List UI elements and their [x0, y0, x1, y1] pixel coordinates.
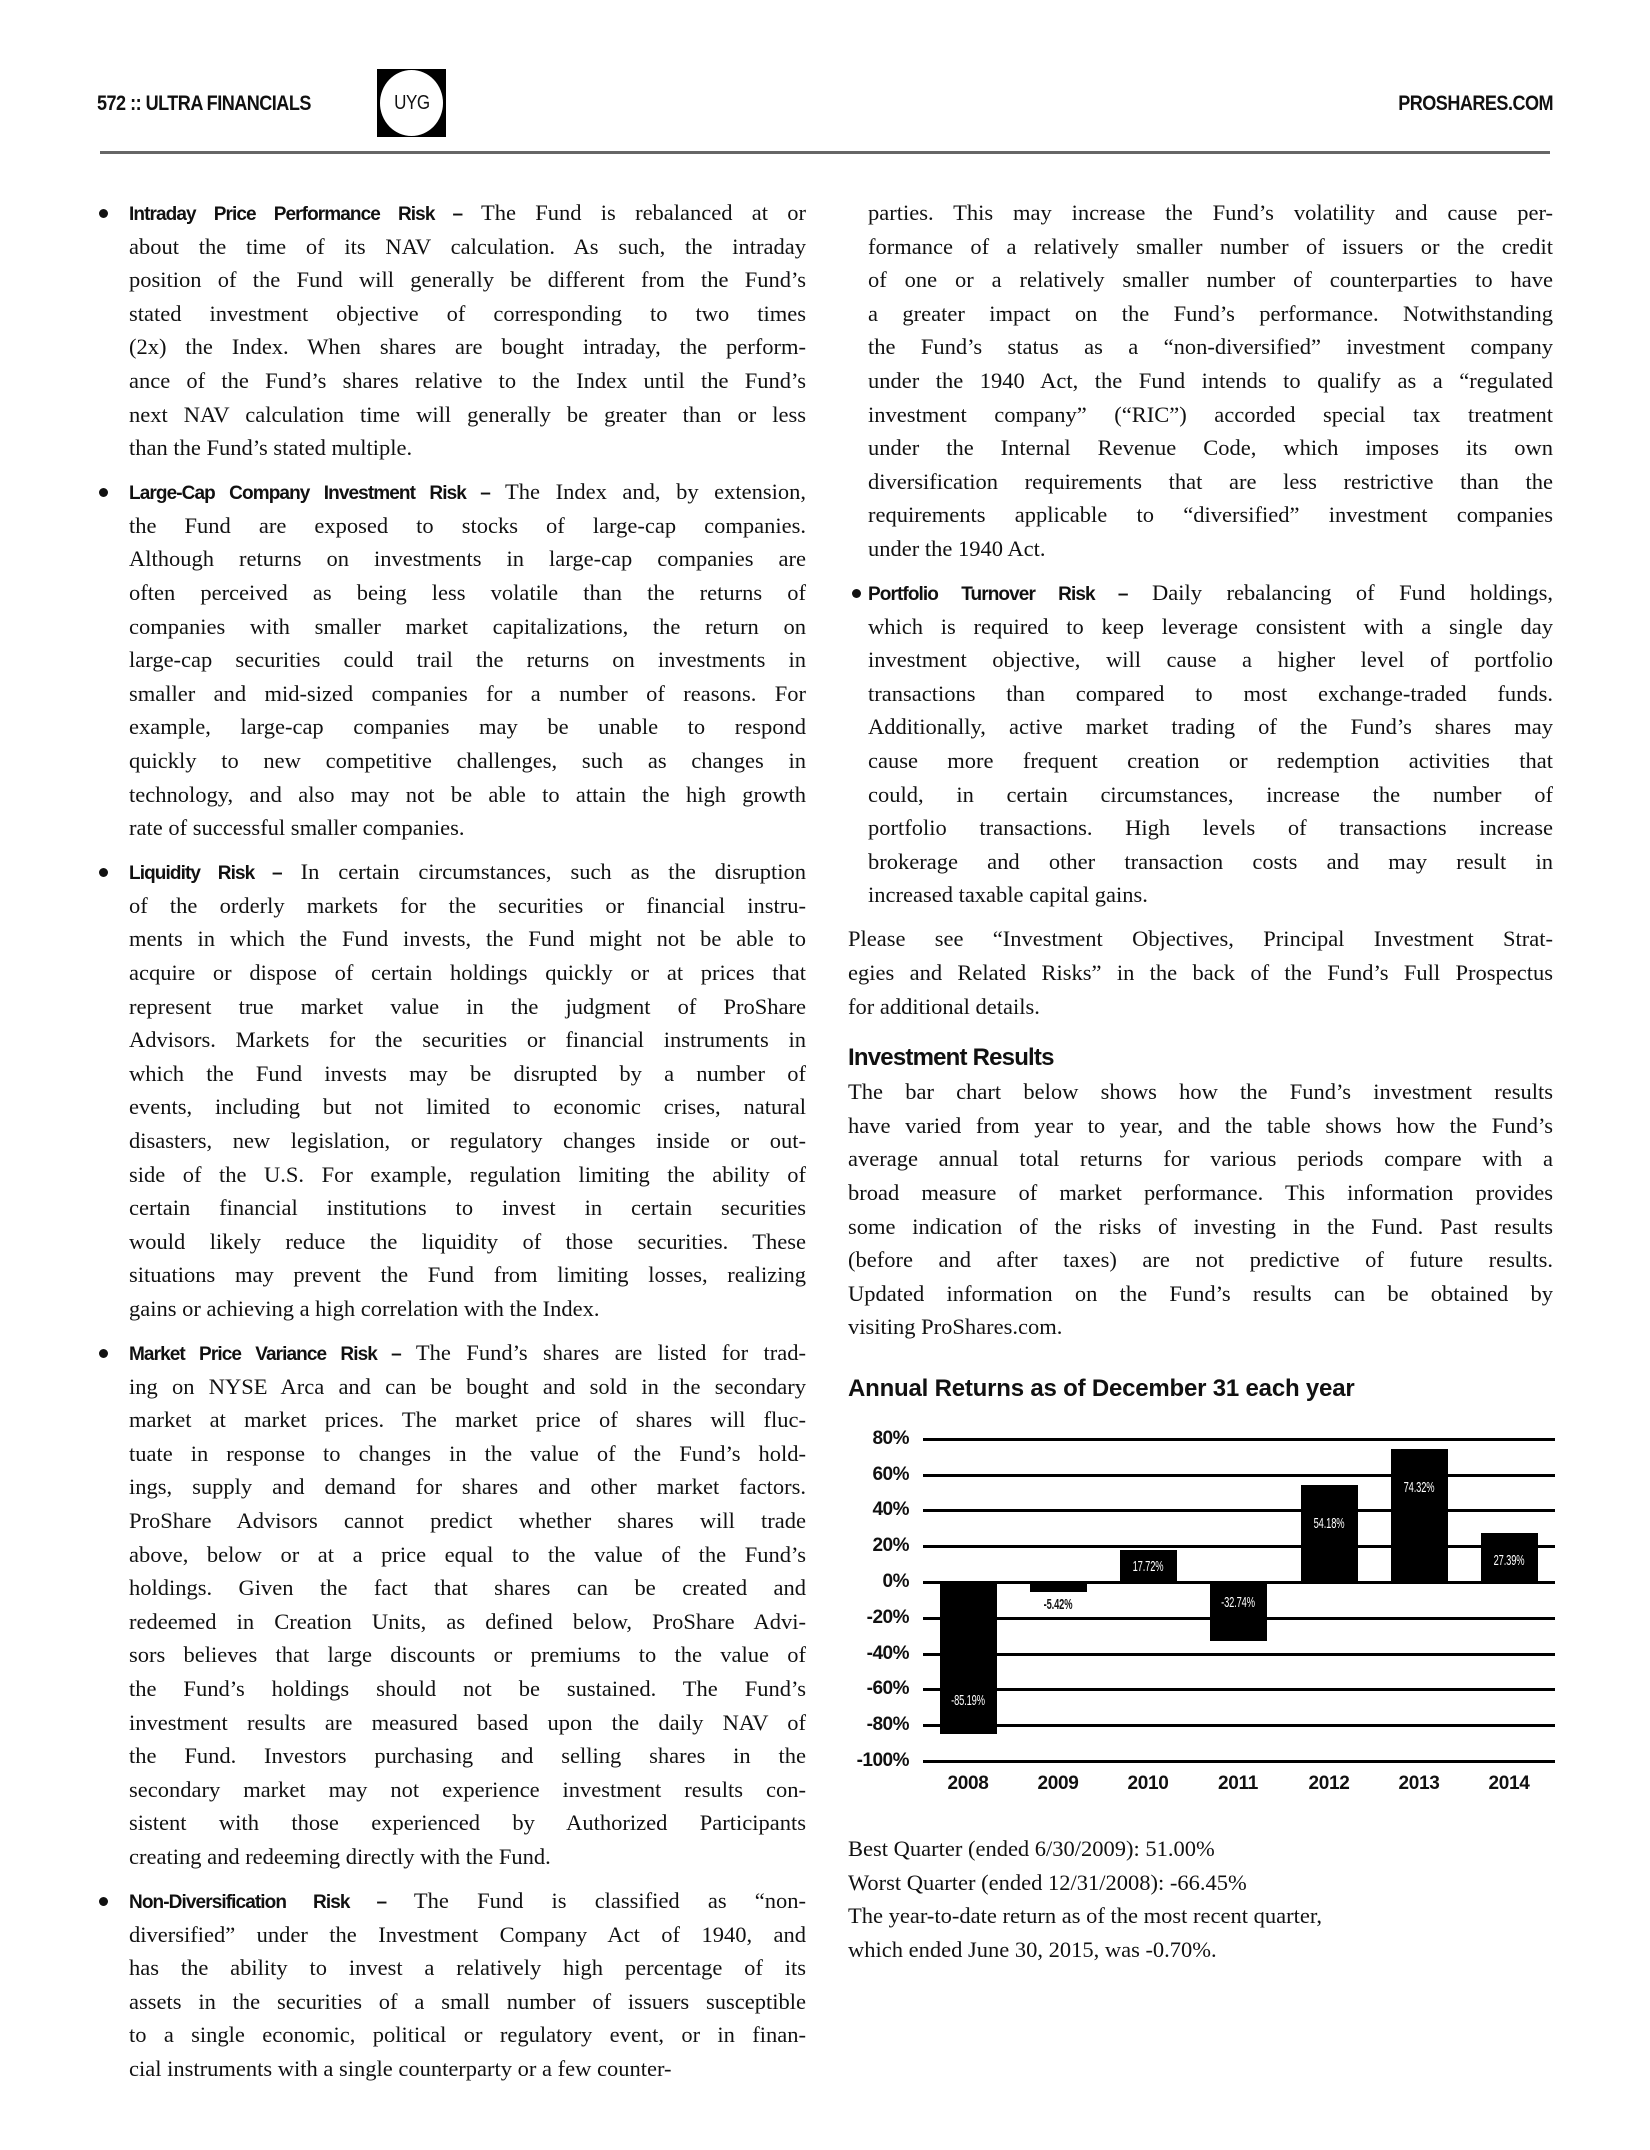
risk-text: Daily rebalancing of Fund holdings, [1127, 580, 1553, 606]
bullet-icon [99, 1897, 108, 1906]
text-line: for additional details. [848, 993, 1040, 1019]
text-line: than the Fund’s stated multiple. [129, 435, 413, 461]
text-line [868, 576, 1553, 610]
bar-value-label: -5.42% [1043, 1595, 1073, 1613]
bar-value-label: 54.18% [1313, 1515, 1345, 1533]
risk-heading: Liquidity Risk – [129, 863, 282, 885]
market-price-variance-risk [129, 1336, 806, 1874]
text-line: market at market prices. The market price of shares will fluc- [129, 1407, 806, 1433]
text-line: sistent with those experienced by Authorized Participants [129, 1810, 806, 1836]
text-line: large-cap securities could trail the returns on investments in [129, 647, 806, 673]
y-axis-tick: 40% [872, 1499, 909, 1521]
text-line: quickly to new competitive challenges, such as changes in [129, 748, 806, 773]
text-line: rate of successful smaller companies. [129, 815, 465, 841]
text-line: (2x) the Index. When shares are bought intraday, the perform- [129, 334, 806, 360]
annual-returns-chart [840, 1420, 1560, 1820]
bar-2011 [1210, 1582, 1267, 1641]
text-line: above, below or at a price equal to the value of the Fund’s [129, 1541, 806, 1567]
page-number-and-fund-name: 572 :: ULTRA FINANCIALS [97, 92, 311, 115]
text-line: would likely reduce the liquidity of those securities. These [129, 1228, 806, 1254]
bullet-icon [99, 209, 108, 218]
text-line: The bar chart below shows how the Fund’s investment results [848, 1079, 1553, 1105]
text-line: brokerage and other transaction costs and may result in [868, 848, 1553, 874]
text-line: increased taxable capital gains. [868, 882, 1148, 908]
y-axis-tick: -100% [856, 1750, 909, 1771]
text-line: the Fund. Investors purchasing and selling shares in the [129, 1743, 806, 1769]
text-line: visiting ProShares.com. [848, 1314, 1063, 1340]
text-line: next NAV calculation time will generally be greater than or less [129, 401, 806, 427]
quarter-stats [848, 1832, 1553, 1966]
text-line: investment company” (“RIC”) accorded special tax treatment [868, 401, 1553, 427]
text-line: technology, and also may not be able to attain the high growth [129, 781, 806, 807]
bar-2013 [1391, 1449, 1448, 1582]
risk-heading: Portfolio Turnover Risk – [868, 584, 1128, 606]
text-line: assets in the securities of a small number of issuers susceptible [129, 1988, 806, 2014]
bar-value-label: -85.19% [951, 1691, 985, 1709]
large-cap-risk [129, 475, 806, 845]
text-line: investment objective, will cause a higher level of portfolio [868, 647, 1553, 673]
text-line: position of the Fund will generally be different from the Fund’s [129, 267, 806, 293]
text-line: ments in which the Fund invests, the Fund might not be able to [129, 926, 806, 952]
ticker-badge [377, 69, 446, 137]
investment-results-paragraph [848, 1075, 1553, 1344]
text-line: tuate in response to changes in the value of the Fund’s hold- [129, 1440, 806, 1466]
bullet-icon [99, 868, 108, 877]
risk-heading: Intraday Price Performance Risk – [129, 204, 463, 225]
y-axis-tick: -20% [866, 1606, 909, 1628]
text-line: represent true market value in the judgment of ProShare [129, 993, 806, 1019]
stat-line: The year-to-date return as of the most recent quarter, [848, 1903, 1323, 1929]
risk-heading: Market Price Variance Risk – [129, 1344, 401, 1366]
text-line: transactions than compared to most exchange-traded funds. [868, 680, 1553, 706]
investment-results-heading: Investment Results [848, 1044, 1054, 1072]
text-line [129, 855, 806, 889]
text-line: smaller and mid-sized companies for a number of reasons. For [129, 680, 806, 706]
y-axis-tick: 0% [882, 1571, 909, 1592]
text-line: which is required to keep leverage consistent with a single day [868, 613, 1553, 639]
text-line: portfolio transactions. High levels of transactions increase [868, 815, 1553, 841]
text-line: creating and redeeming directly with the Fund. [129, 1844, 551, 1869]
text-line: ing on NYSE Arca and can be bought and sold in the secondary [129, 1373, 806, 1399]
text-line: under the 1940 Act. [868, 535, 1046, 561]
left-column [129, 196, 806, 2086]
text-line: side of the U.S. For example, regulation limiting the ability of [129, 1161, 806, 1187]
text-line: example, large-cap companies may be unable to respond [129, 714, 806, 740]
bullet-icon [852, 589, 861, 598]
text-line: broad measure of market performance. This information provides [848, 1180, 1553, 1206]
risk-heading: Non-Diversification Risk – [129, 1892, 387, 1914]
text-line: under the 1940 Act, the Fund intends to qualify as a “regulated [868, 367, 1553, 393]
intraday-price-risk [129, 196, 806, 465]
text-line: the Fund’s status as a “non-diversified” investment company [868, 334, 1553, 360]
x-axis-tick: 2013 [1398, 1773, 1440, 1794]
gridline [923, 1509, 1555, 1512]
text-line: certain financial institutions to invest in certain securities [129, 1195, 806, 1221]
text-line: disasters, new legislation, or regulatory changes inside or out- [129, 1128, 806, 1154]
text-line: ings, supply and demand for shares and other market factors. [129, 1474, 806, 1500]
text-line [129, 1884, 806, 1918]
text-line: stated investment objective of corresponding to two times [129, 300, 806, 326]
gridline [923, 1760, 1555, 1763]
text-line: redeemed in Creation Units, as defined below, ProShare Advi- [129, 1608, 806, 1634]
bullet-icon [99, 488, 108, 497]
text-line: parties. This may increase the Fund’s volatility and cause per- [868, 200, 1553, 225]
stat-line: which ended June 30, 2015, was -0.70%. [848, 1936, 1217, 1962]
x-axis-tick: 2011 [1217, 1773, 1259, 1794]
x-axis-tick: 2008 [947, 1773, 989, 1794]
text-line: requirements applicable to “diversified” investment companies [868, 502, 1553, 528]
bar-2012 [1301, 1485, 1358, 1582]
stat-line: Best Quarter (ended 6/30/2009): 51.00% [848, 1836, 1215, 1861]
x-axis-tick: 2010 [1127, 1773, 1169, 1794]
portfolio-turnover-risk [848, 576, 1553, 912]
non-diversification-risk [129, 1884, 806, 2086]
text-line: events, including but not limited to economic crises, natural [129, 1094, 806, 1120]
gridline [923, 1653, 1555, 1656]
text-line: investment results are measured based upon the daily NAV of [129, 1709, 806, 1735]
risk-text: The Index and, by extension, [489, 479, 806, 505]
text-line: ProShare Advisors cannot predict whether shares will trade [129, 1508, 806, 1534]
bar-value-label: 27.39% [1493, 1552, 1525, 1570]
text-line: to a single economic, political or regulatory event, or in finan- [129, 2022, 806, 2048]
text-line: Advisors. Markets for the securities or financial instruments in [129, 1027, 806, 1053]
gridline [923, 1688, 1555, 1691]
non-diversification-continued [868, 196, 1553, 566]
text-line: Although returns on investments in large-cap companies are [129, 546, 806, 572]
text-line [129, 475, 806, 509]
gridline [923, 1545, 1555, 1548]
y-axis-tick: -40% [866, 1642, 909, 1664]
y-axis-tick: 80% [872, 1427, 909, 1449]
right-column [848, 196, 1553, 1406]
text-line: companies with smaller market capitalizations, the return on [129, 613, 806, 639]
gridline [923, 1474, 1555, 1477]
text-line: often perceived as being less volatile than the returns of [129, 580, 806, 606]
risk-text: In certain circumstances, such as the disruption [281, 859, 806, 885]
text-line: cial instruments with a single counterparty or a few counter- [129, 2056, 672, 2082]
text-line: average annual total returns for various periods compare with a [848, 1146, 1553, 1172]
header-divider [100, 151, 1550, 154]
text-line: some indication of the risks of investing in the Fund. Past results [848, 1213, 1553, 1239]
text-line: the Fund’s holdings should not be sustained. The Fund’s [129, 1676, 806, 1702]
text-line: the Fund are exposed to stocks of large-cap companies. [129, 512, 806, 538]
text-line: holdings. Given the fact that shares can be created and [129, 1575, 806, 1601]
text-line: under the Internal Revenue Code, which imposes its own [868, 435, 1553, 461]
text-line: gains or achieving a high correlation with the Index. [129, 1296, 600, 1321]
text-line: sors believes that large discounts or premiums to the value of [129, 1642, 806, 1668]
risk-text: The Fund’s shares are listed for trad- [400, 1340, 806, 1366]
text-line: could, in certain circumstances, increase the number of [868, 781, 1553, 807]
text-line: have varied from year to year, and the table shows how the Fund’s [848, 1112, 1553, 1138]
text-line: Additionally, active market trading of the Fund’s shares may [868, 714, 1553, 740]
y-axis-tick: 60% [872, 1463, 909, 1485]
text-line: formance of a relatively smaller number of issuers or the credit [868, 233, 1553, 259]
text-line: a greater impact on the Fund’s performance. Notwithstanding [868, 300, 1553, 326]
ticker-symbol: UYG [393, 91, 430, 114]
x-axis-tick: 2009 [1037, 1773, 1079, 1794]
y-axis-tick: -80% [866, 1714, 909, 1736]
x-axis-tick: 2012 [1308, 1773, 1350, 1794]
stat-line: Worst Quarter (ended 12/31/2008): -66.45% [848, 1869, 1247, 1895]
text-line: (before and after taxes) are not predictive of future results. [848, 1247, 1553, 1273]
gridline [923, 1724, 1555, 1727]
text-line: diversification requirements that are less restrictive than the [868, 468, 1553, 494]
ticker-badge-circle [380, 70, 443, 136]
risk-text: The Fund is rebalanced at or [462, 200, 806, 225]
please-see-paragraph [848, 922, 1553, 1023]
bar-value-label: 74.32% [1403, 1478, 1435, 1496]
text-line: egies and Related Risks” in the back of the Fund’s Full Prospectus [848, 960, 1553, 986]
website-link[interactable]: PROSHARES.COM [1398, 92, 1553, 115]
gridline [923, 1438, 1555, 1441]
text-line: Updated information on the Fund’s results can be obtained by [848, 1280, 1553, 1306]
text-line: has the ability to invest a relatively high percentage of its [129, 1955, 806, 1981]
y-axis-tick: -60% [866, 1678, 909, 1700]
bar-value-label: 17.72% [1132, 1558, 1164, 1576]
text-line: situations may prevent the Fund from limiting losses, realizing [129, 1262, 806, 1288]
text-line: Please see “Investment Objectives, Principal Investment Strat- [848, 926, 1553, 952]
text-line: of one or a relatively smaller number of counterparties to have [868, 267, 1553, 293]
bar-value-label: -32.74% [1221, 1593, 1255, 1611]
text-line: ance of the Fund’s shares relative to the Index until the Fund’s [129, 367, 806, 393]
text-line: acquire or dispose of certain holdings quickly or at prices that [129, 960, 806, 986]
risk-heading: Large-Cap Company Investment Risk – [129, 483, 490, 505]
chart-title: Annual Returns as of December 31 each year [848, 1375, 1355, 1402]
bullet-icon [99, 1349, 108, 1358]
y-axis-tick: 20% [872, 1535, 909, 1557]
risk-text: The Fund is classified as “non- [386, 1888, 806, 1914]
bar-2009 [1030, 1582, 1087, 1592]
text-line [129, 196, 806, 230]
text-line [129, 1336, 806, 1370]
text-line: secondary market may not experience investment results con- [129, 1776, 806, 1802]
text-line: cause more frequent creation or redemption activities that [868, 748, 1553, 773]
liquidity-risk [129, 855, 806, 1325]
text-line: diversified” under the Investment Company Act of 1940, and [129, 1921, 806, 1947]
x-axis-tick: 2014 [1488, 1773, 1530, 1794]
text-line: of the orderly markets for the securities or financial instru- [129, 892, 806, 918]
text-line: about the time of its NAV calculation. As such, the intraday [129, 233, 806, 259]
text-line: which the Fund invests may be disrupted by a number of [129, 1060, 806, 1086]
bar-2008 [940, 1582, 997, 1734]
